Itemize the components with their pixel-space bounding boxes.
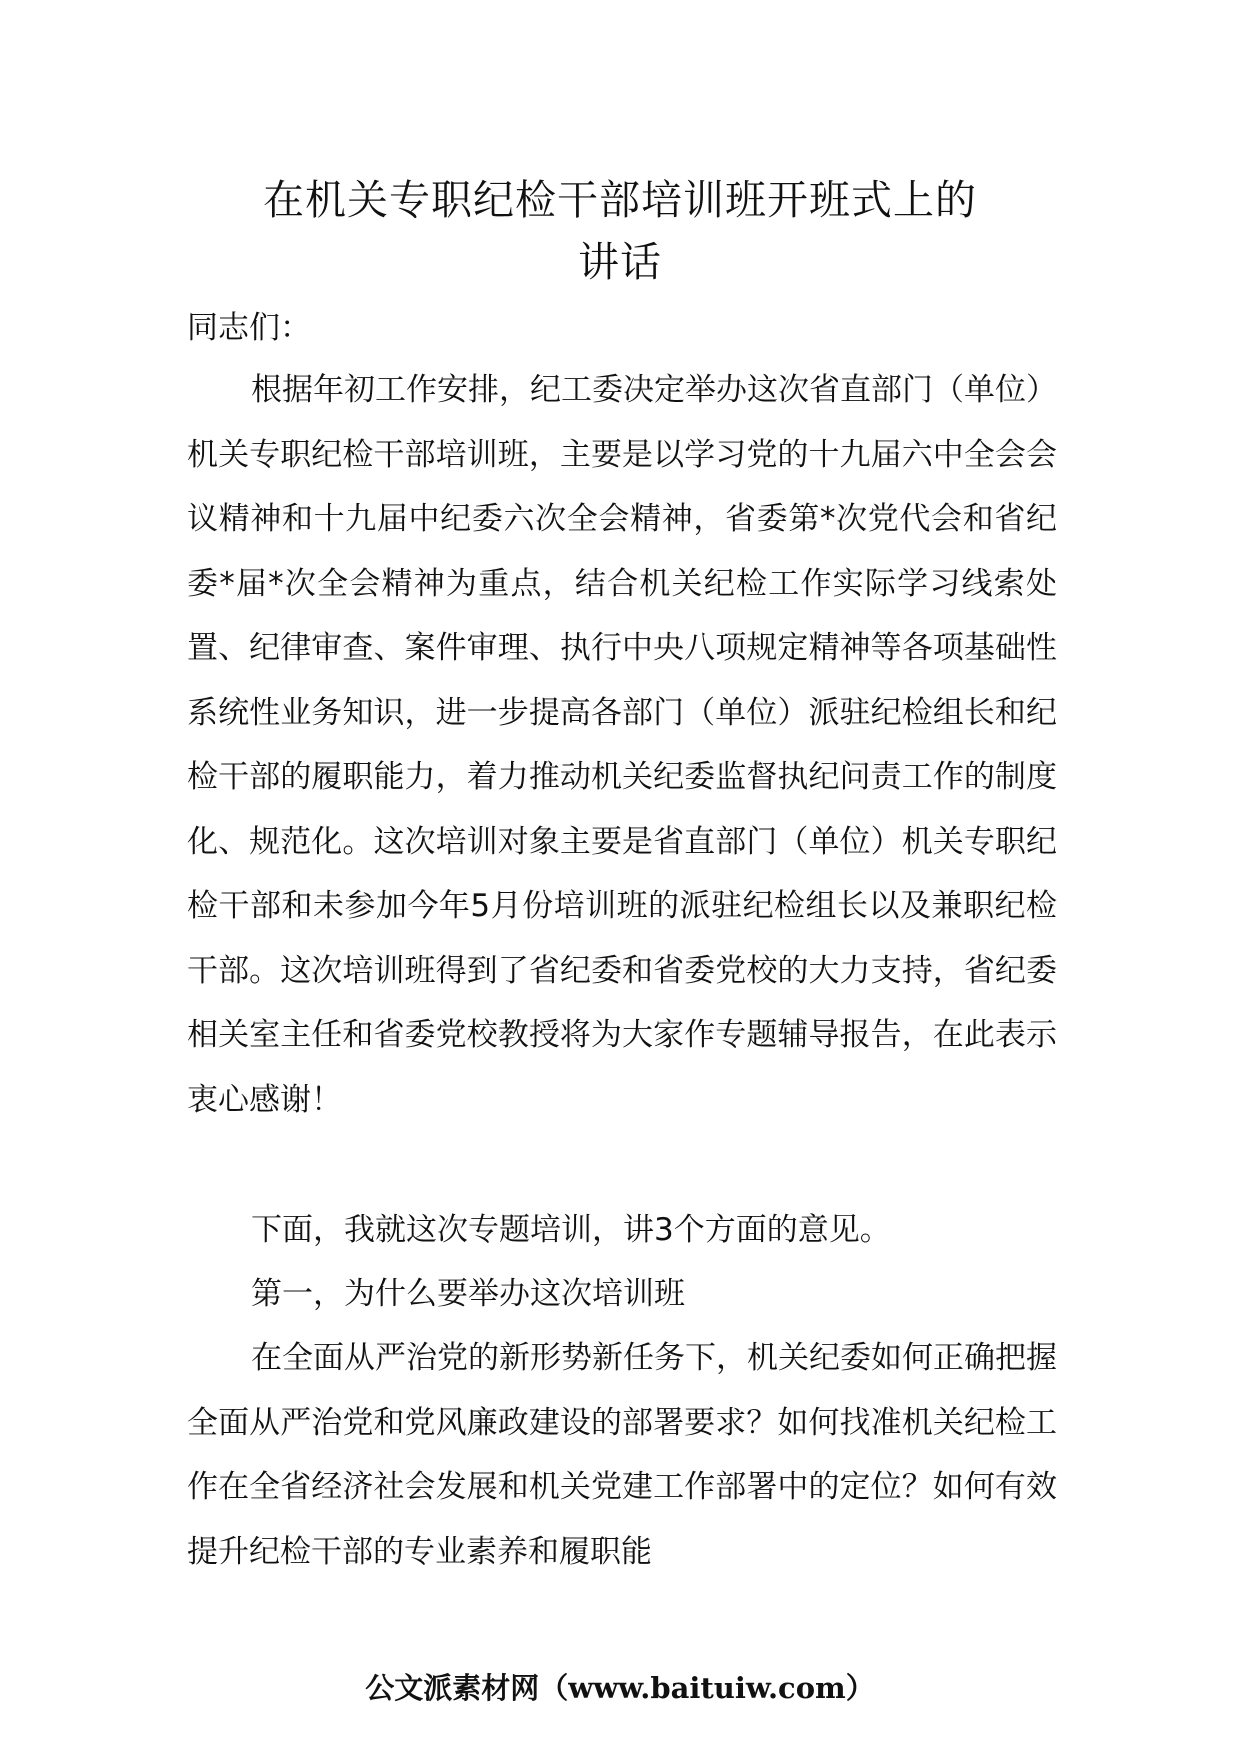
- paragraph: 下面，我就这次专题培训，讲3个方面的意见。: [251, 1212, 891, 1248]
- salutation: 同志们：: [187, 310, 311, 346]
- document-title-line2: 讲话: [578, 238, 662, 286]
- paragraph: 根据年初工作安排，纪工委决定举办这次省直部门（单位）机关专职纪检干部培训班，主要是以学习党的十九届六中全会会议精神和十九届中纪委六次全会精神，省委第*次党代会和省纪委*届*次全会精神为重点，结合机关纪检工作实际学习线索处置、纪律审查、案件审理、执行中央八项规定精神等各项基础性系统性业务知识，进一步提高各部门（单位）派驻纪检组长和纪检干部的履职能力，着力推动机关纪委监督执纪问责工作的制度化、规范化。这次培训对象主要是省直部门（单位）机关专职纪检干部和未参加今年5月份培训班的派驻纪检组长以及兼职纪检干部。这次培训班得到了省纪委和省委党校的大力支持，省纪委相关室主任和省委党校教授将为大家作专题辅导报告，在此表示衷心感谢！: [187, 372, 1057, 1118]
- document-title-line1: 在机关专职纪检干部培训班开班式上的: [263, 176, 977, 224]
- footer-watermark: 公文派素材网（www.baituiw.com）: [365, 1671, 875, 1705]
- section-heading: 第一，为什么要举办这次培训班: [251, 1276, 685, 1312]
- paragraph: 在全面从严治党的新形势新任务下，机关纪委如何正确把握全面从严治党和党风廉政建设的部署要求？如何找准机关纪检工作在全省经济社会发展和机关党建工作部署中的定位？如何有效提升纪检干部的专业素养和履职能: [187, 1340, 1057, 1570]
